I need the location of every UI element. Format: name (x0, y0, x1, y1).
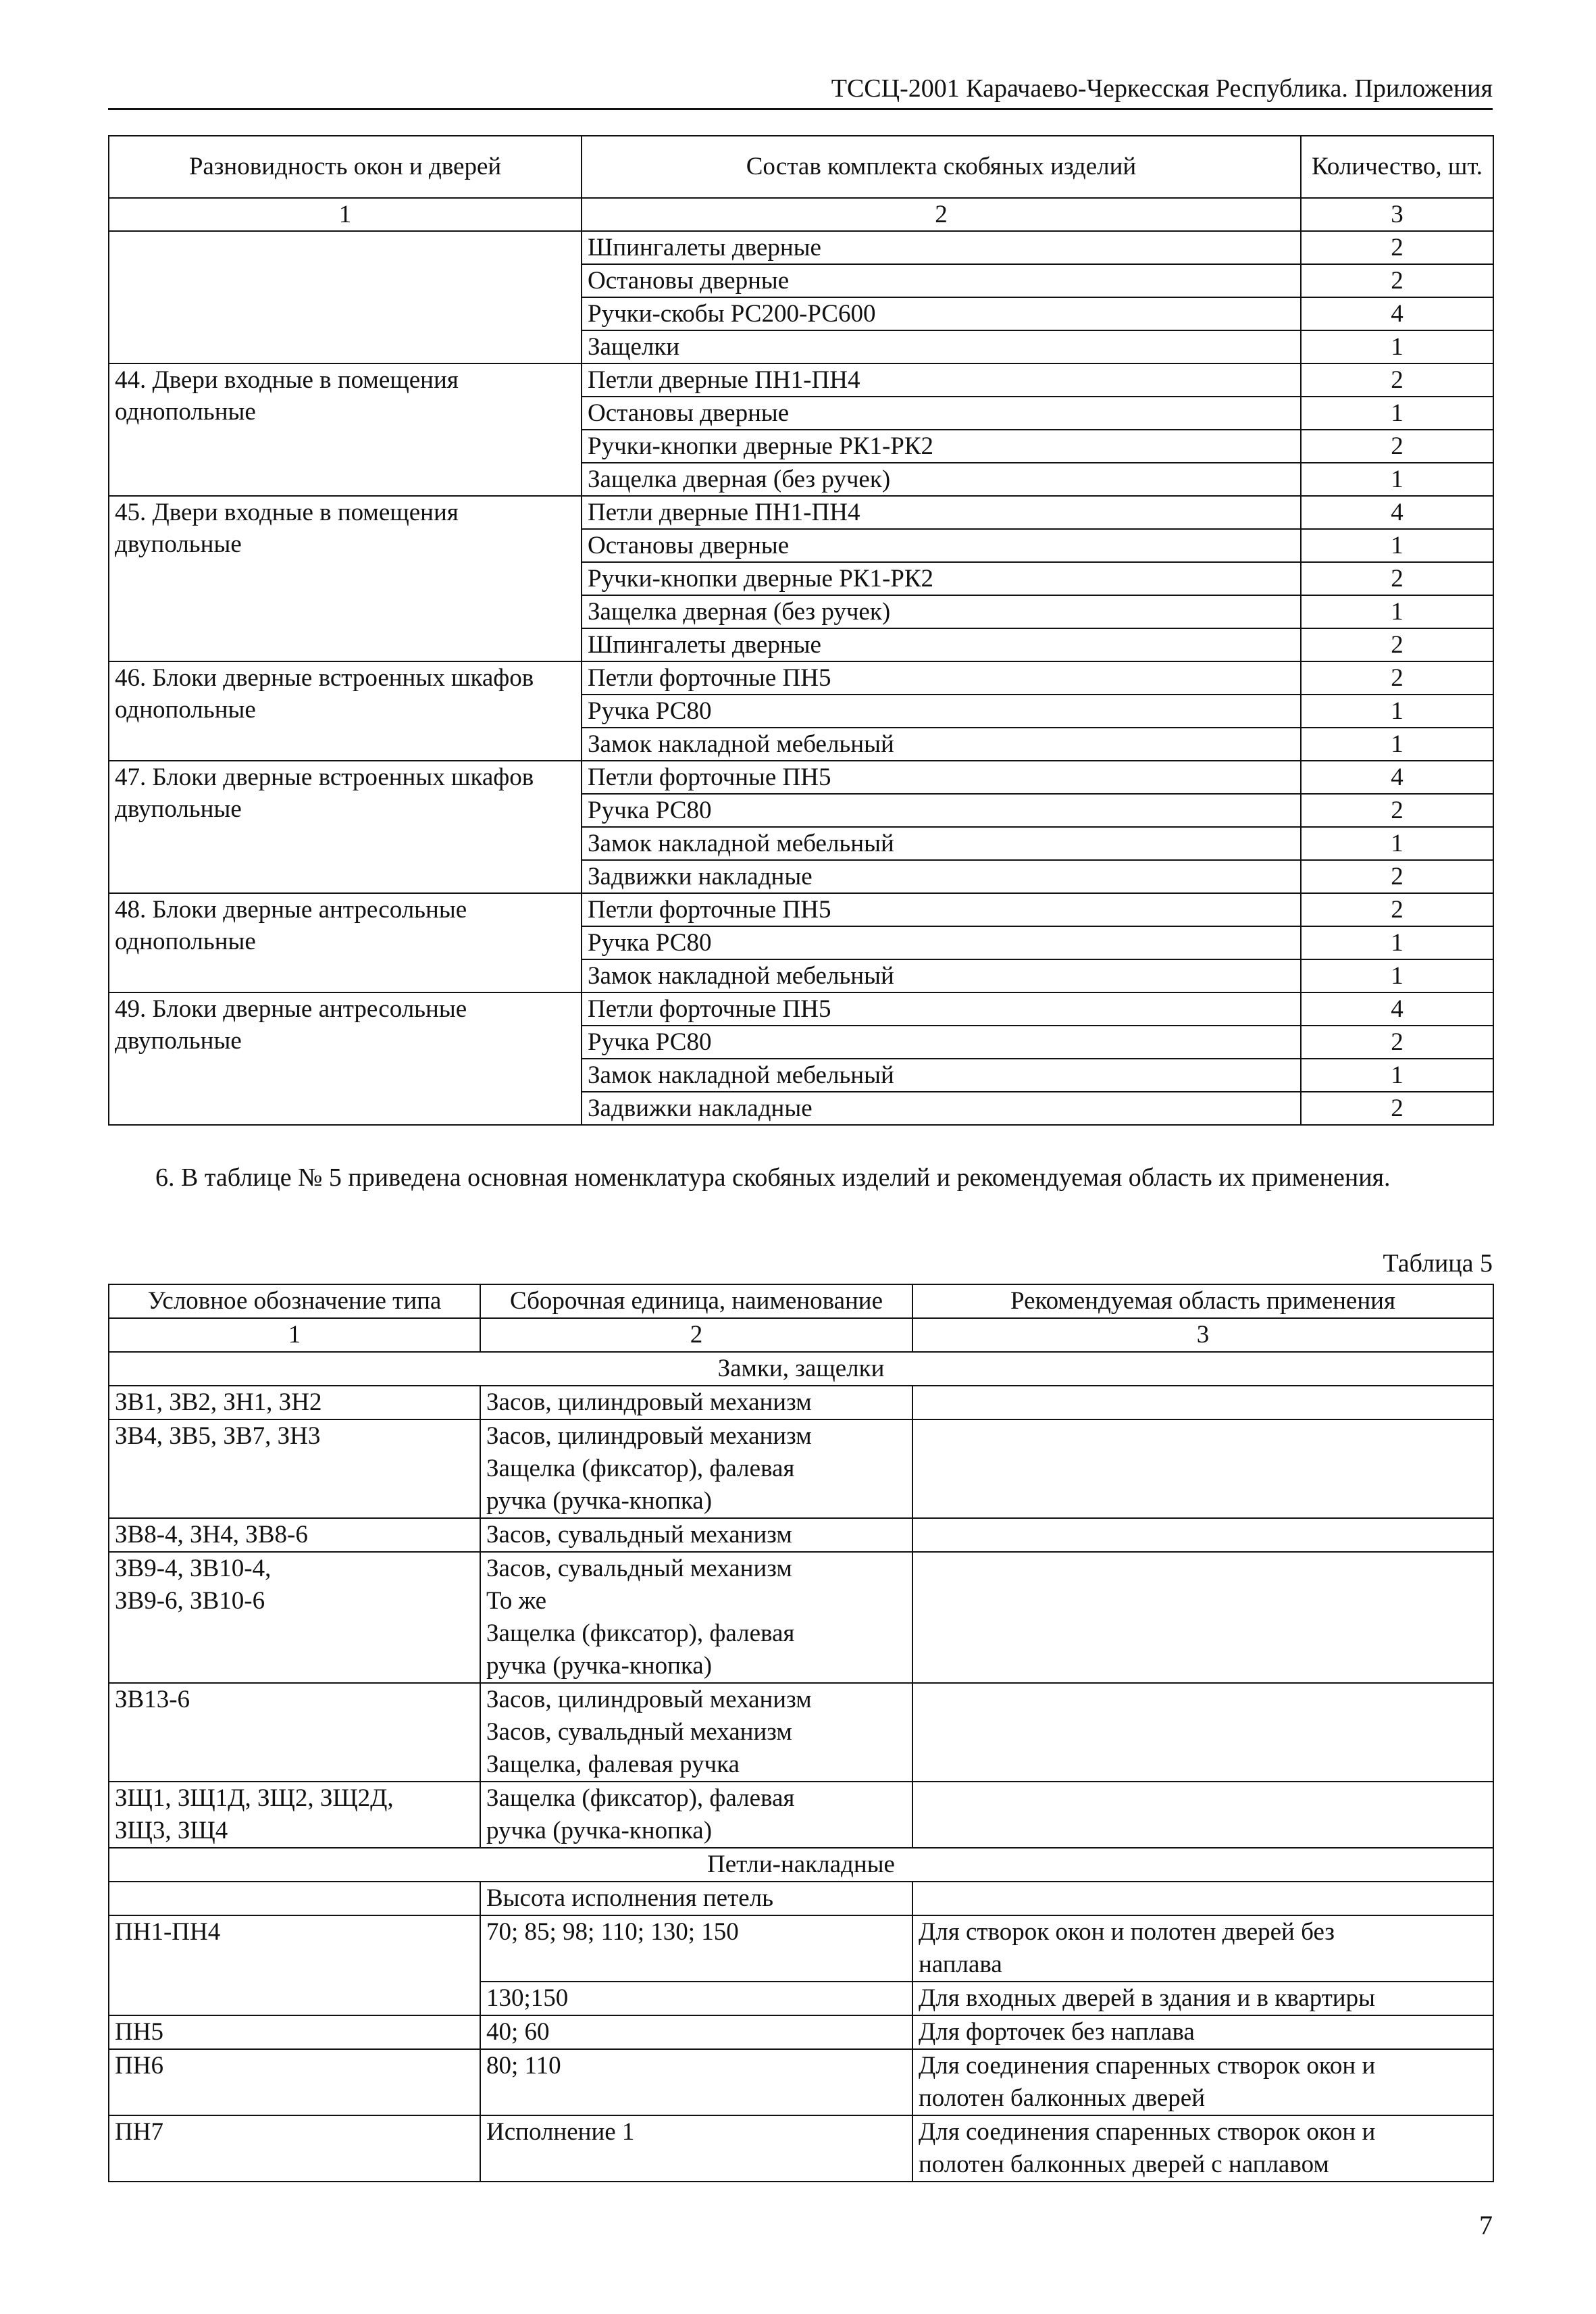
lock-type-cell (109, 1683, 480, 1782)
hinge-row (109, 2115, 1493, 2182)
lock-type-cell-line: ЗВ4, ЗВ5, ЗВ7, ЗН3 (115, 1422, 321, 1450)
door-type-cell (109, 231, 582, 363)
hinge-area-cell (912, 2115, 1493, 2182)
quantity-cell: 1 (1301, 529, 1493, 562)
quantity-cell: 2 (1301, 363, 1493, 397)
table1-row (109, 363, 1493, 397)
table2-column-number: 1 (109, 1318, 480, 1352)
table1-row (109, 992, 1493, 1026)
hinge-area-cell-line: полотен балконных дверей (919, 2084, 1206, 2112)
hinge-area-cell-line: Для входных дверей в здания и в квартиры (919, 1984, 1375, 2012)
table1-row (109, 496, 1493, 529)
hinge-area-cell (912, 1982, 1493, 2015)
hinge-unit-cell (480, 1915, 912, 1982)
quantity-cell: 1 (1301, 330, 1493, 363)
nomenclature-table (108, 1284, 1494, 2182)
quantity-cell: 1 (1301, 959, 1493, 992)
table1-number-row (109, 198, 1493, 231)
lock-unit-cell-line: ручка (ручка-кнопка) (486, 1817, 713, 1844)
hinge-unit-cell (480, 2049, 912, 2115)
lock-row (109, 1552, 1493, 1683)
hardware-item-cell: Ручки-скобы РС200-РС600 (582, 297, 1301, 330)
hardware-item-cell: Защелки (582, 330, 1301, 363)
door-type-cell: 44. Двери входные в помещения однопольные (109, 363, 582, 496)
hardware-item-cell: Защелка дверная (без ручек) (582, 463, 1301, 496)
hinge-area-cell-line: Для соединения спаренных створок окон и (919, 2118, 1376, 2146)
lock-unit-cell (480, 1782, 912, 1848)
empty-cell (912, 1882, 1493, 1915)
lock-type-cell-line: ЗВ13-6 (115, 1686, 190, 1713)
lock-unit-cell-line: ручка (ручка-кнопка) (486, 1652, 713, 1680)
hinge-unit-cell (480, 2015, 912, 2049)
table1-header-row (109, 136, 1493, 198)
hinge-unit-cell-line: 40; 60 (486, 2018, 550, 2046)
hardware-item-cell: Замок накладной мебельный (582, 728, 1301, 761)
hinge-area-cell (912, 2015, 1493, 2049)
hardware-item-cell: Замок накладной мебельный (582, 959, 1301, 992)
hardware-item-cell: Ручки-кнопки дверные РК1-РК2 (582, 562, 1301, 595)
lock-row (109, 1518, 1493, 1552)
lock-area-cell (912, 1683, 1493, 1782)
quantity-cell: 2 (1301, 1026, 1493, 1059)
hinge-area-cell-line: Для створок окон и полотен дверей без (919, 1918, 1335, 1946)
hardware-item-cell: Задвижки накладные (582, 1092, 1301, 1125)
lock-unit-cell-line: То же (486, 1587, 547, 1615)
quantity-cell: 2 (1301, 231, 1493, 264)
lock-type-cell (109, 1782, 480, 1848)
quantity-cell: 2 (1301, 860, 1493, 893)
table2-column-number: 2 (480, 1318, 912, 1352)
quantity-cell: 4 (1301, 761, 1493, 794)
lock-type-cell-line: ЗЩ1, ЗЩ1Д, ЗЩ2, ЗЩ2Д, (115, 1784, 394, 1812)
hardware-item-cell: Петли форточные ПН5 (582, 992, 1301, 1026)
quantity-cell: 1 (1301, 595, 1493, 628)
table-caption: Таблица 5 (1383, 1249, 1493, 1278)
hardware-item-cell: Петли форточные ПН5 (582, 661, 1301, 695)
lock-row (109, 1419, 1493, 1518)
lock-type-cell-line: ЗЩ3, ЗЩ4 (115, 1817, 228, 1844)
door-type-cell: 49. Блоки дверные антресольные двупольные (109, 992, 582, 1125)
lock-unit-cell-line: Засов, цилиндровый механизм (486, 1388, 812, 1416)
hinge-unit-cell-line: 130;150 (486, 1984, 569, 2012)
hinge-unit-cell-line: Исполнение 1 (486, 2118, 635, 2146)
paragraph-6: 6. В таблице № 5 приведена основная номенклатура скобяных изделий и рекомендуемая область их применения. (155, 1163, 1391, 1192)
hardware-item-cell: Ручка РС80 (582, 926, 1301, 959)
hardware-item-cell: Задвижки накладные (582, 860, 1301, 893)
quantity-cell: 1 (1301, 728, 1493, 761)
hinge-height-row (109, 1882, 1493, 1915)
hinge-type-cell: ПН5 (109, 2015, 480, 2049)
hinge-type-cell: ПН1-ПН4 (109, 1915, 480, 2015)
section-title-locks: Замки, защелки (109, 1352, 1493, 1386)
quantity-cell: 4 (1301, 496, 1493, 529)
hinge-unit-cell (480, 2115, 912, 2182)
page-number: 7 (1479, 2210, 1493, 2240)
hardware-item-cell: Остановы дверные (582, 529, 1301, 562)
quantity-cell: 2 (1301, 1092, 1493, 1125)
quantity-cell: 2 (1301, 794, 1493, 827)
lock-unit-cell-line: Защелка (фиксатор), фалевая (486, 1455, 795, 1482)
lock-unit-cell (480, 1683, 912, 1782)
lock-unit-cell (480, 1386, 912, 1419)
quantity-cell: 1 (1301, 397, 1493, 430)
lock-unit-cell-line: ручка (ручка-кнопка) (486, 1487, 713, 1515)
lock-type-cell (109, 1552, 480, 1683)
hardware-item-cell: Петли форточные ПН5 (582, 761, 1301, 794)
hinge-unit-cell-line: 80; 110 (486, 2052, 561, 2080)
quantity-cell: 4 (1301, 297, 1493, 330)
hardware-item-cell: Замок накладной мебельный (582, 827, 1301, 860)
quantity-cell: 1 (1301, 695, 1493, 728)
table1-row (109, 661, 1493, 695)
hardware-item-cell: Шпингалеты дверные (582, 231, 1301, 264)
table2-column-number: 3 (912, 1318, 1493, 1352)
table1-row (109, 231, 1493, 264)
quantity-cell: 1 (1301, 827, 1493, 860)
hardware-item-cell: Защелка дверная (без ручек) (582, 595, 1301, 628)
hinge-area-cell-line: полотен балконных дверей с наплавом (919, 2150, 1329, 2178)
hardware-item-cell: Ручка РС80 (582, 695, 1301, 728)
hardware-item-cell: Шпингалеты дверные (582, 628, 1301, 661)
section-row-locks (109, 1352, 1493, 1386)
hardware-item-cell: Остановы дверные (582, 264, 1301, 297)
lock-row (109, 1782, 1493, 1848)
lock-type-cell (109, 1518, 480, 1552)
table1-header-cell: Разновидность окон и дверей (109, 136, 582, 198)
lock-type-cell (109, 1386, 480, 1419)
hardware-item-cell: Петли дверные ПН1-ПН4 (582, 496, 1301, 529)
lock-area-cell (912, 1782, 1493, 1848)
lock-type-cell (109, 1419, 480, 1518)
hinge-area-cell-line: Для соединения спаренных створок окон и (919, 2052, 1376, 2080)
hinge-type-cell: ПН6 (109, 2049, 480, 2115)
lock-row (109, 1386, 1493, 1419)
door-type-cell: 46. Блоки дверные встроенных шкафов однопольные (109, 661, 582, 761)
table2-header-cell: Сборочная единица, наименование (480, 1284, 912, 1318)
hardware-set-table (108, 135, 1494, 1126)
lock-area-cell (912, 1419, 1493, 1518)
lock-unit-cell (480, 1518, 912, 1552)
lock-unit-cell-line: Засов, сувальдный механизм (486, 1521, 792, 1549)
table1-header-cell: Количество, шт. (1301, 136, 1493, 198)
table1-column-number: 2 (582, 198, 1301, 231)
hinge-row (109, 2049, 1493, 2115)
quantity-cell: 1 (1301, 926, 1493, 959)
table2-header-cell: Условное обозначение типа (109, 1284, 480, 1318)
table1-header-cell: Состав комплекта скобяных изделий (582, 136, 1301, 198)
lock-unit-cell-line: Засов, сувальдный механизм (486, 1718, 792, 1746)
hinge-unit-cell-line: 70; 85; 98; 110; 130; 150 (486, 1918, 739, 1946)
header-rule (108, 108, 1493, 110)
lock-unit-cell-line: Защелка, фалевая ручка (486, 1751, 740, 1778)
table2-number-row (109, 1318, 1493, 1352)
lock-unit-cell (480, 1419, 912, 1518)
lock-type-cell-line: ЗВ1, ЗВ2, ЗН1, ЗН2 (115, 1388, 322, 1416)
hinge-area-cell-line: наплава (919, 1951, 1002, 1978)
hardware-item-cell: Ручки-кнопки дверные РК1-РК2 (582, 430, 1301, 463)
hinge-type-cell: ПН7 (109, 2115, 480, 2182)
door-type-cell: 47. Блоки дверные встроенных шкафов двупольные (109, 761, 582, 893)
hardware-item-cell: Остановы дверные (582, 397, 1301, 430)
empty-cell (109, 1882, 480, 1915)
table1-column-number: 1 (109, 198, 582, 231)
lock-unit-cell-line: Защелка (фиксатор), фалевая (486, 1619, 795, 1647)
lock-row (109, 1683, 1493, 1782)
door-type-cell: 48. Блоки дверные антресольные однопольные (109, 893, 582, 992)
lock-unit-cell-line: Засов, цилиндровый механизм (486, 1422, 812, 1450)
table1-column-number: 3 (1301, 198, 1493, 231)
lock-unit-cell-line: Засов, сувальдный механизм (486, 1555, 792, 1582)
hardware-item-cell: Ручка РС80 (582, 1026, 1301, 1059)
table2-header-row (109, 1284, 1493, 1318)
hardware-item-cell: Ручка РС80 (582, 794, 1301, 827)
lock-unit-cell (480, 1552, 912, 1683)
running-header: ТССЦ-2001 Карачаево-Черкесская Республика. Приложения (831, 74, 1493, 103)
quantity-cell: 2 (1301, 628, 1493, 661)
quantity-cell: 2 (1301, 893, 1493, 926)
hinge-area-cell-line: Для форточек без наплава (919, 2018, 1195, 2046)
hinge-area-cell (912, 2049, 1493, 2115)
lock-area-cell (912, 1518, 1493, 1552)
lock-type-cell-line: ЗВ9-6, ЗВ10-6 (115, 1587, 265, 1615)
hinge-unit-cell (480, 1982, 912, 2015)
table2-header-cell: Рекомендуемая область применения (912, 1284, 1493, 1318)
hinge-row (109, 1915, 1493, 1982)
quantity-cell: 2 (1301, 562, 1493, 595)
section-row-hinges (109, 1848, 1493, 1882)
lock-type-cell-line: ЗВ9-4, ЗВ10-4, (115, 1555, 272, 1582)
lock-area-cell (912, 1386, 1493, 1419)
quantity-cell: 1 (1301, 463, 1493, 496)
hardware-item-cell: Петли дверные ПН1-ПН4 (582, 363, 1301, 397)
table1-row (109, 761, 1493, 794)
hardware-item-cell: Петли форточные ПН5 (582, 893, 1301, 926)
quantity-cell: 1 (1301, 1059, 1493, 1092)
lock-unit-cell-line: Засов, цилиндровый механизм (486, 1686, 812, 1713)
hardware-item-cell: Замок накладной мебельный (582, 1059, 1301, 1092)
lock-unit-cell-line: Защелка (фиксатор), фалевая (486, 1784, 795, 1812)
section-title-hinges: Петли-накладные (109, 1848, 1493, 1882)
hinge-height-label: Высота исполнения петель (480, 1882, 912, 1915)
door-type-cell: 45. Двери входные в помещения двупольные (109, 496, 582, 661)
lock-type-cell-line: ЗВ8-4, ЗН4, ЗВ8-6 (115, 1521, 308, 1549)
hinge-row (109, 2015, 1493, 2049)
hinge-area-cell (912, 1915, 1493, 1982)
table1-row (109, 893, 1493, 926)
lock-area-cell (912, 1552, 1493, 1683)
quantity-cell: 2 (1301, 661, 1493, 695)
quantity-cell: 4 (1301, 992, 1493, 1026)
quantity-cell: 2 (1301, 430, 1493, 463)
quantity-cell: 2 (1301, 264, 1493, 297)
